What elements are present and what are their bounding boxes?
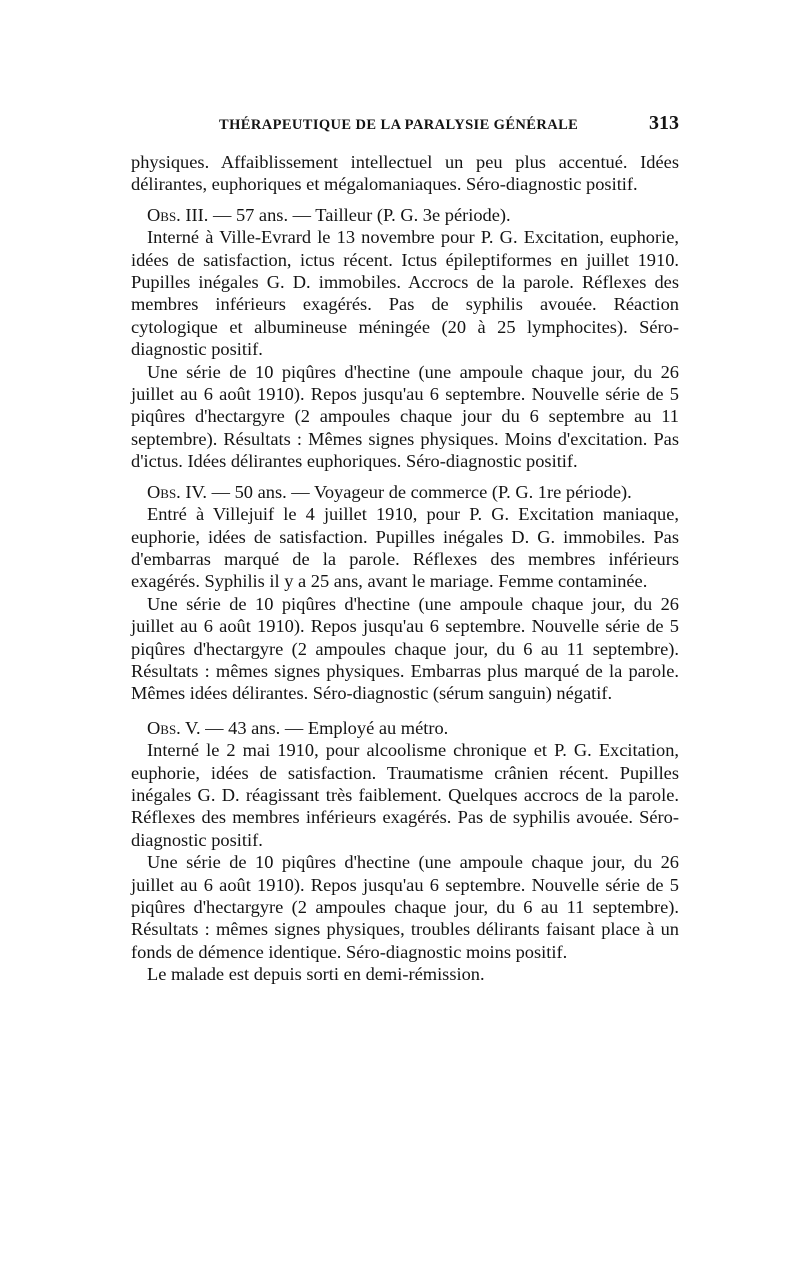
paragraph bbox=[131, 503, 679, 593]
observation-heading-3 bbox=[131, 204, 679, 226]
paragraph-text: Une série de 10 piqûres d'hectine (une ampoule chaque jour, du 26 juillet au 6 août 1910). Repos jusqu'au 6 septembre. Nouvelle série de 5 piqûres d'hectargyre (2 ampoules chaque jour du 6 septembre au 11 septembre). Résultats : Mêmes signes physiques. Moins d'excitation. Pas d'ictus. Idées délirantes euphoriques. Séro-diagnostic positif. bbox=[131, 361, 679, 472]
body-text bbox=[131, 151, 679, 986]
running-head bbox=[131, 112, 679, 139]
observation-heading-5 bbox=[131, 717, 679, 739]
paragraph-continuation bbox=[131, 151, 679, 196]
observation-label: Obs. V. bbox=[147, 717, 201, 738]
paragraph bbox=[131, 851, 679, 963]
observation-label: Obs. IV. bbox=[147, 481, 208, 502]
paragraph-closing bbox=[131, 963, 679, 985]
paragraph bbox=[131, 739, 679, 851]
running-title: THÉRAPEUTIQUE DE LA PARALYSIE GÉNÉRALE bbox=[219, 117, 579, 133]
observation-label: Obs. III. bbox=[147, 204, 209, 225]
paragraph-text: Le malade est depuis sorti en demi-rémission. bbox=[147, 964, 485, 985]
paragraph bbox=[131, 361, 679, 473]
page-number: 313 bbox=[649, 112, 679, 134]
paragraph bbox=[131, 593, 679, 705]
paragraph-text: physiques. Affaiblissement intellectuel un peu plus accentué. Idées délirantes, euphoriques et mégalomaniaques. Séro-diagnostic positif. bbox=[131, 152, 679, 195]
paragraph-text: Une série de 10 piqûres d'hectine (une ampoule chaque jour, du 26 juillet au 6 août 1910). Repos jusqu'au 6 septembre. Nouvelle série de 5 piqûres d'hectargyre (2 ampoules chaque jour, du 6 au 11 septembre). Résultats : mêmes signes physiques, troubles délirants faisant place à un fonds de démence identique. Séro-diagnostic moins positif. bbox=[131, 852, 679, 962]
observation-details: — 43 ans. — Employé au métro. bbox=[200, 717, 449, 738]
paragraph-text: Une série de 10 piqûres d'hectine (une ampoule chaque jour, du 26 juillet au 6 août 1910). Repos jusqu'au 6 septembre. Nouvelle série de 5 piqûres d'hectargyre (2 ampoules chaque jour, du 6 au 11 septembre). Résultats : mêmes signes physiques. Embarras plus marqué de la parole. Mêmes idées délirantes. Séro-diagnostic (sérum sanguin) négatif. bbox=[131, 593, 679, 704]
paragraph-text: Interné à Ville-Evrard le 13 novembre pour P. G. Excitation, euphorie, idées de satisfaction, ictus récent. Ictus épileptiformes en juillet 1910. Pupilles inégales G. D. immobiles. Accrocs de la parole. Réflexes des membres inférieurs exagérés. Pas de syphilis avouée. Réaction cytologique et albumineuse méningée (20 à 25 lymphocites). Séro-diagnostic positif. bbox=[131, 227, 679, 360]
observation-heading-4 bbox=[131, 481, 679, 503]
observation-details: — 57 ans. — Tailleur (P. G. 3e période). bbox=[208, 204, 511, 225]
observation-details: — 50 ans. — Voyageur de commerce (P. G. 1re période). bbox=[207, 481, 632, 502]
paragraph bbox=[131, 226, 679, 360]
paragraph-text: Entré à Villejuif le 4 juillet 1910, pour P. G. Excitation maniaque, euphorie, idées de satisfaction. Pupilles inégales D. G. immobiles. Pas d'embarras marqué de la parole. Réflexes des membres inférieurs exagérés. Syphilis il y a 25 ans, avant le mariage. Femme contaminée. bbox=[131, 504, 679, 592]
paragraph-text: Interné le 2 mai 1910, pour alcoolisme chronique et P. G. Excitation, euphorie, idées de satisfaction. Traumatisme crânien récent. Pupilles inégales G. D. réagissant très faiblement. Quelques accrocs de la parole. Réflexes des membres inférieurs exagérés. Pas de syphilis avouée. Séro-diagnostic positif. bbox=[131, 740, 679, 850]
